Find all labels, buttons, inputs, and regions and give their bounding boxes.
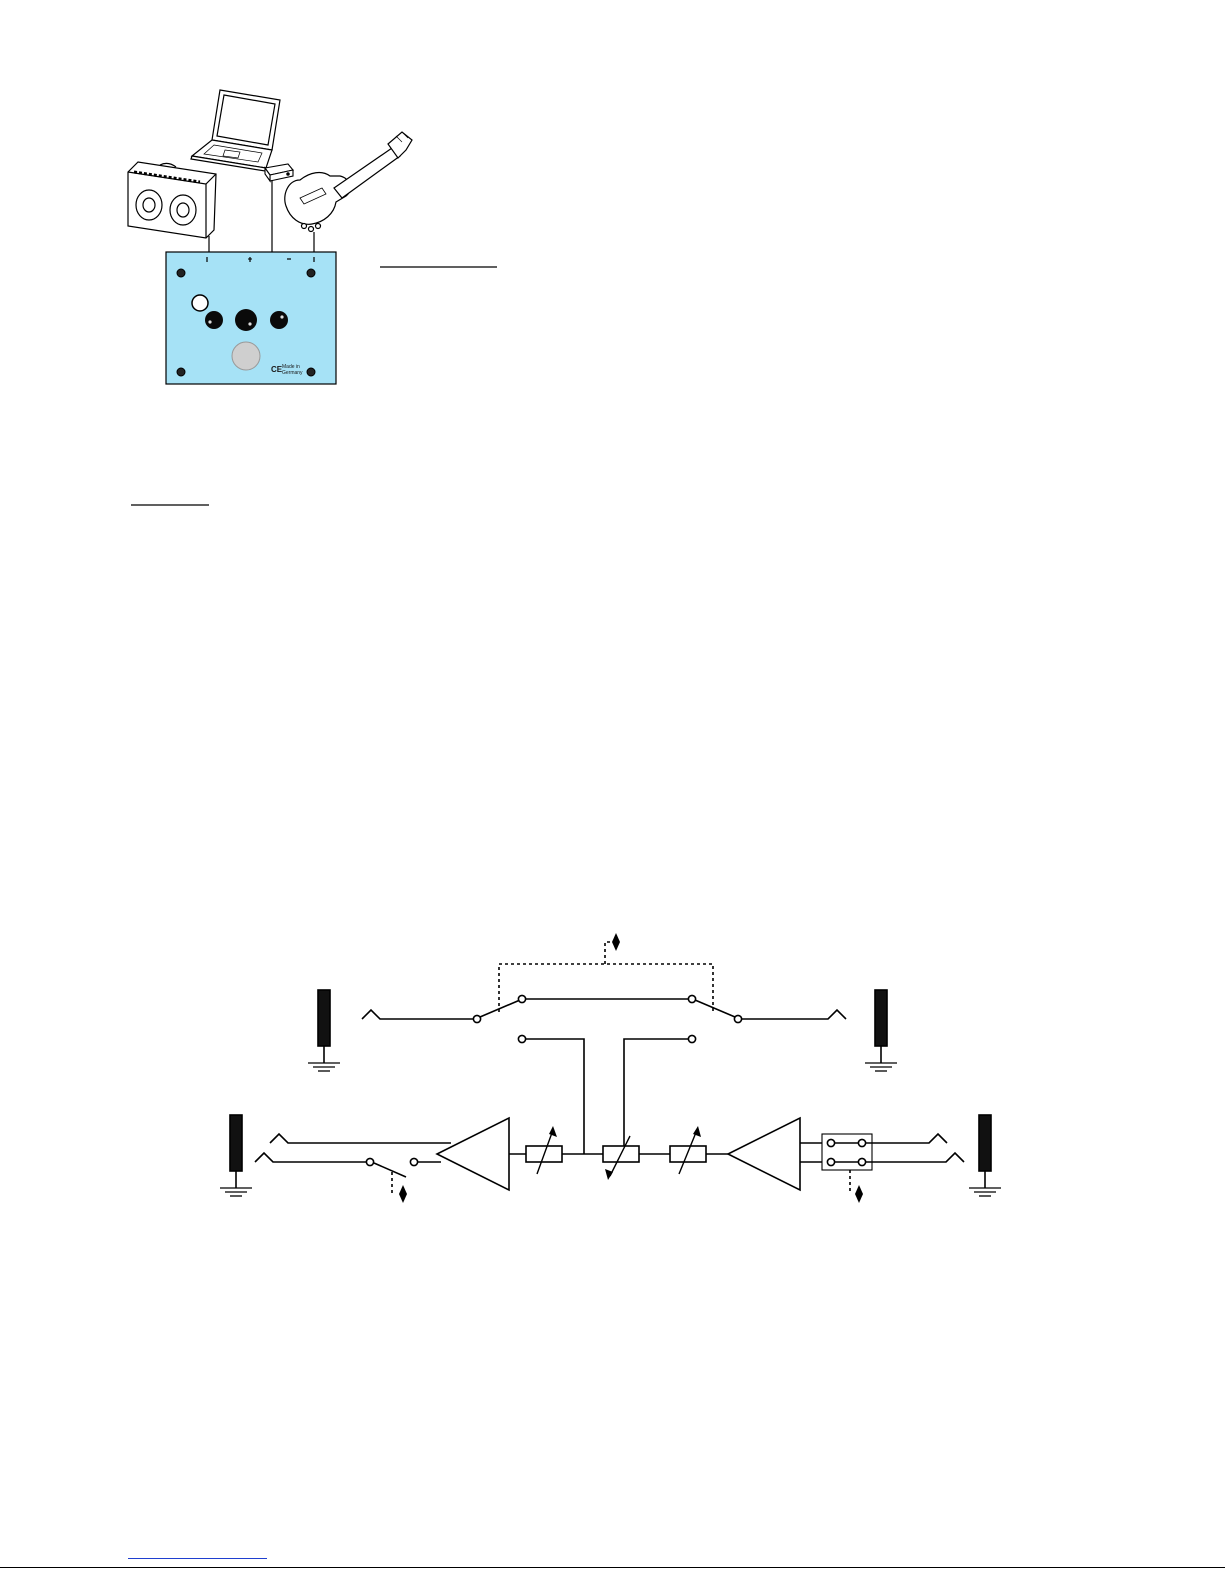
wire-bottom-left-lower (255, 1153, 366, 1162)
wire-bottom-right-lower (866, 1153, 964, 1162)
wire-bottom-right-upper (866, 1134, 947, 1143)
arrow-head-icon (605, 1169, 613, 1180)
actuator-diamond-icon (612, 933, 620, 951)
contact-node (858, 1139, 865, 1146)
contact-node (827, 1158, 834, 1165)
contact-node (410, 1158, 417, 1165)
contact-node (366, 1158, 373, 1165)
amplifier-symbol-left (437, 1118, 509, 1190)
ce-mark: CE (271, 365, 283, 374)
made-in-line1: Made in (282, 364, 300, 370)
amplifier-symbol-right (728, 1118, 800, 1190)
footer-link-underline[interactable] (128, 1558, 267, 1559)
contact-node (734, 1015, 741, 1022)
wire-top-right (741, 1010, 846, 1019)
switch-blade-bottom (374, 1163, 406, 1177)
resistor-variable-3 (670, 1146, 706, 1162)
switch-blade-right (695, 1000, 735, 1017)
contact-node (827, 1139, 834, 1146)
contact-node (688, 1035, 695, 1042)
made-in-line2: Germany (282, 370, 303, 376)
jack-bottom-right (969, 1115, 1001, 1196)
arrow-head-icon (549, 1126, 557, 1137)
switch-blade-left (480, 1000, 520, 1017)
contact-node (518, 995, 525, 1002)
wire-bottom-left-upper (270, 1134, 451, 1143)
wire-drop-left (526, 1039, 584, 1154)
jack-bottom-left (220, 1115, 252, 1196)
footer-rule (0, 1567, 1225, 1568)
contact-node (518, 1035, 525, 1042)
contact-node (858, 1158, 865, 1165)
wire-top-left (362, 1010, 475, 1019)
contact-node (473, 1015, 480, 1022)
jack-top-left (308, 990, 340, 1071)
actuator-diamond-icon (399, 1185, 407, 1203)
jack-top-right (865, 990, 897, 1071)
contact-node (688, 995, 695, 1002)
actuator-diamond-icon (855, 1185, 863, 1203)
top-switch-linkage (499, 942, 713, 1012)
wire-drop-right (624, 1039, 688, 1154)
